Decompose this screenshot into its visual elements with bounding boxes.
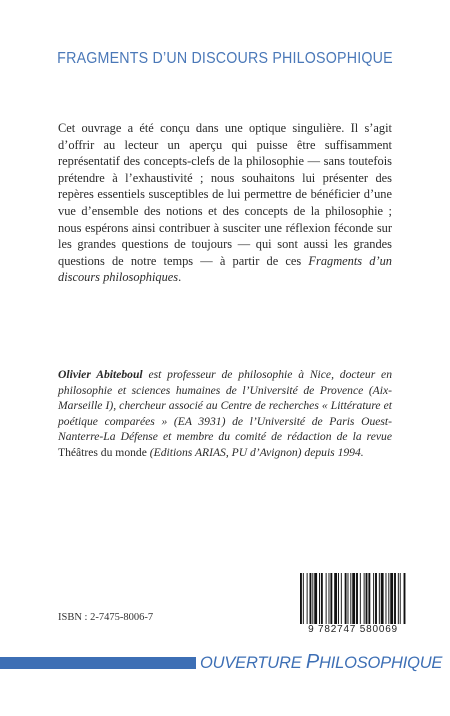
barcode-bars <box>298 573 408 625</box>
collection-initial: P <box>305 651 320 673</box>
blurb-book-title: Fragments d’un discours philosophiques <box>58 253 393 285</box>
book-title: FRAGMENTS D’UN DISCOURS PHILOSOPHIQUE <box>57 50 393 67</box>
journal-name: Théâtres du monde <box>58 445 147 459</box>
blurb-paragraph <box>58 120 392 286</box>
author-bio-text: est professeur de philosophie à Nice, docteur en philosophie et sciences humaines de l’Université de Provence (Aix-Marseille I), chercheur associé au Centre de recherches « Littérature et poétique comparées » (EA 3931) de l’Université de Paris Ouest-Nanterre-La Défense et membre du comité de rédaction de la revue <box>58 368 392 444</box>
barcode-digits: 9 782747 580069 <box>298 624 408 635</box>
collection-part2: HILOSOPHIQUE <box>319 654 443 672</box>
collection-band <box>0 657 196 669</box>
isbn-text: ISBN : 2-7475-8006-7 <box>58 612 154 623</box>
collection-part1: OUVERTURE <box>200 654 306 672</box>
blurb-text: Cet ouvrage a été conçu dans une optique singulière. Il s’agit d’offrir au lecteur un aperçu qui puisse être suffisamment représentatif des concepts-clefs de la philosophie — sans toutefois prétendre à l’exhaustivité ; nous souhaitons lui présenter des repères essentiels susceptibles de lui permettre de bénéficier d’une vue d’ensemble des notions et des concepts de la philosophie ; nous espérons ainsi contribuer à susciter une réflexion féconde sur les grandes questions de toujours — qui sont aussi les grandes questions de notre temps — à partir de ces <box>58 121 392 268</box>
collection-name <box>200 651 443 674</box>
author-bio-end: (Editions ARIAS, PU d’Avignon) depuis 1994. <box>146 445 364 459</box>
author-bio <box>58 367 392 461</box>
author-name: Olivier Abiteboul <box>58 368 143 381</box>
blurb-end: . <box>178 270 182 285</box>
